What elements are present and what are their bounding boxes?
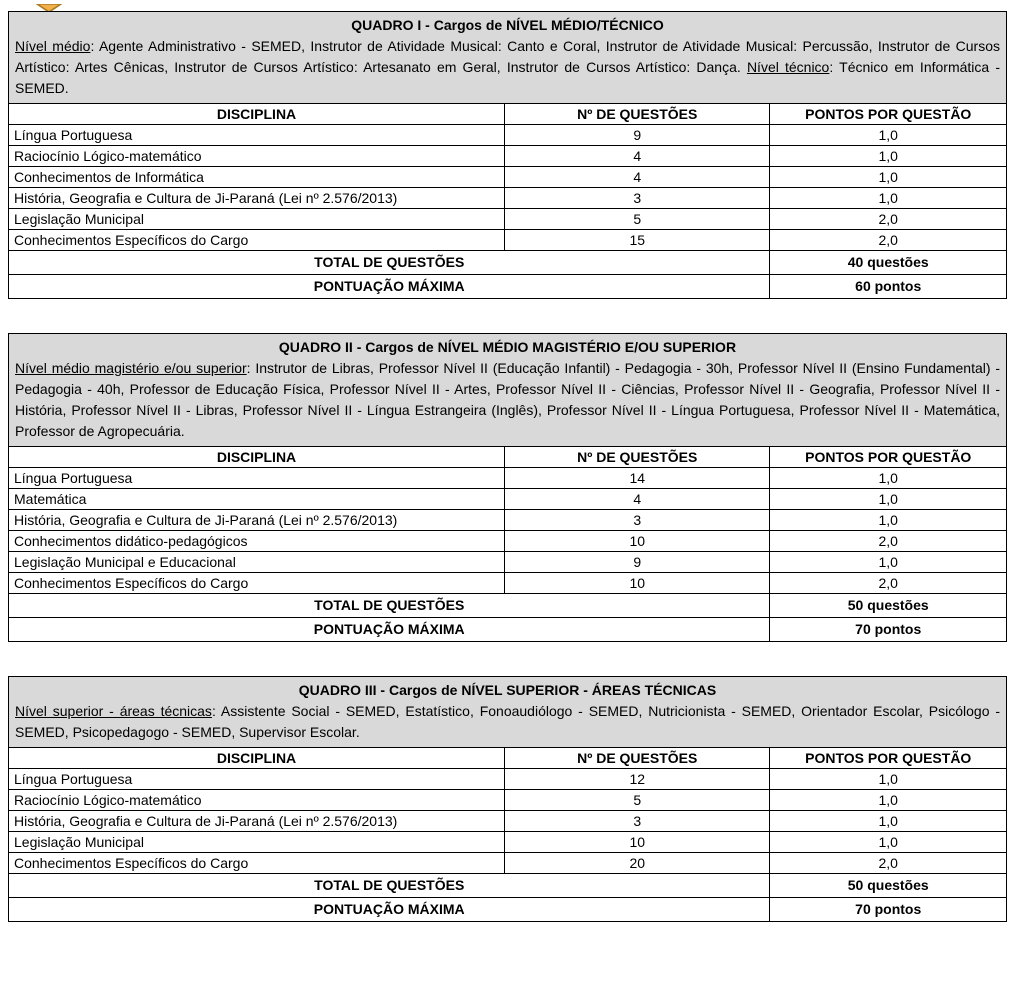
logo-bottom-tip-icon [36,0,62,9]
points-per-question-cell: 2,0 [770,531,1007,552]
questions-count-cell: 3 [505,188,770,209]
quadro-header-cell [9,334,1007,447]
description-underline: Nível médio [15,38,91,54]
quadro-header-cell [9,12,1007,104]
points-per-question-cell: 1,0 [770,552,1007,573]
discipline-cell: Língua Portuguesa [9,125,505,146]
subject-row [9,510,1007,531]
points-per-question-cell: 1,0 [770,468,1007,489]
discipline-cell: Legislação Municipal [9,832,505,853]
quadro-table [8,333,1007,642]
subject-row [9,230,1007,251]
discipline-cell: Raciocínio Lógico-matemático [9,790,505,811]
column-header-disciplina: DISCIPLINA [9,104,505,125]
description-text: : Agente Administrativo - SEMED, Instrutor de Atividade Musical: Canto e Coral, Instrutor de Atividade Musical: Percussão, Instrutor de Cursos Artístico: Artes Cênicas, Instrutor de Cursos Artístico: Artesanato em Geral, Instrutor de Cursos Artístico: Dança. [15,38,1000,75]
subject-row [9,188,1007,209]
discipline-cell: Conhecimentos Específicos do Cargo [9,573,505,594]
points-per-question-cell: 1,0 [770,125,1007,146]
total-value-cell: 50 questões [770,594,1007,618]
total-label-cell: TOTAL DE QUESTÕES [9,251,770,275]
discipline-cell: Raciocínio Lógico-matemático [9,146,505,167]
quadro-table [8,11,1007,299]
questions-count-cell: 10 [505,573,770,594]
column-header-pontos: PONTOS POR QUESTÃO [770,447,1007,468]
total-questions-row [9,594,1007,618]
discipline-cell: História, Geografia e Cultura de Ji-Paraná (Lei nº 2.576/2013) [9,811,505,832]
points-per-question-cell: 1,0 [770,146,1007,167]
description-underline: Nível médio magistério e/ou superior [15,360,247,376]
questions-count-cell: 5 [505,790,770,811]
points-per-question-cell: 2,0 [770,230,1007,251]
quadro-table [8,676,1007,922]
quadro-description [15,36,1000,99]
subject-row [9,552,1007,573]
quadro-title: QUADRO III - Cargos de NÍVEL SUPERIOR - ÁREAS TÉCNICAS [298,682,717,698]
subject-row [9,489,1007,510]
description-text: : Técnico em Informática - SEMED. [15,59,1000,96]
questions-count-cell: 10 [505,832,770,853]
points-per-question-cell: 1,0 [770,832,1007,853]
subject-row [9,853,1007,874]
quadro-description [15,701,1000,743]
subject-row [9,531,1007,552]
quadro-header-row [9,334,1007,447]
discipline-cell: Conhecimentos de Informática [9,167,505,188]
total-questions-row [9,874,1007,898]
column-header-questoes: Nº DE QUESTÕES [505,104,770,125]
questions-count-cell: 10 [505,531,770,552]
total-questions-row [9,251,1007,275]
discipline-cell: Conhecimentos didático-pedagógicos [9,531,505,552]
discipline-cell: Legislação Municipal [9,209,505,230]
points-per-question-cell: 2,0 [770,573,1007,594]
questions-count-cell: 20 [505,853,770,874]
discipline-cell: História, Geografia e Cultura de Ji-Paraná (Lei nº 2.576/2013) [9,510,505,531]
discipline-cell: Língua Portuguesa [9,769,505,790]
questions-count-cell: 4 [505,489,770,510]
questions-count-cell: 14 [505,468,770,489]
column-header-pontos: PONTOS POR QUESTÃO [770,748,1007,769]
total-label-cell: PONTUAÇÃO MÁXIMA [9,898,770,922]
subject-row [9,209,1007,230]
questions-count-cell: 4 [505,167,770,188]
total-label-cell: TOTAL DE QUESTÕES [9,594,770,618]
total-value-cell: 40 questões [770,251,1007,275]
discipline-cell: Língua Portuguesa [9,468,505,489]
total-value-cell: 60 pontos [770,275,1007,299]
quadro-description [15,358,1000,442]
subject-row [9,573,1007,594]
column-header-disciplina: DISCIPLINA [9,748,505,769]
column-header-pontos: PONTOS POR QUESTÃO [770,104,1007,125]
total-label-cell: PONTUAÇÃO MÁXIMA [9,618,770,642]
points-per-question-cell: 1,0 [770,790,1007,811]
total-value-cell: 70 pontos [770,898,1007,922]
column-header-disciplina: DISCIPLINA [9,447,505,468]
column-header-row [9,104,1007,125]
column-header-row [9,447,1007,468]
discipline-cell: História, Geografia e Cultura de Ji-Paraná (Lei nº 2.576/2013) [9,188,505,209]
column-header-questoes: Nº DE QUESTÕES [505,447,770,468]
quadro-header-row [9,677,1007,748]
discipline-cell: Matemática [9,489,505,510]
total-value-cell: 50 questões [770,874,1007,898]
questions-count-cell: 3 [505,811,770,832]
points-per-question-cell: 1,0 [770,489,1007,510]
description-text: : Assistente Social - SEMED, Estatístico, Fonoaudiólogo - SEMED, Nutricionista - SEMED, Orientador Escolar, Psicólogo - SEMED, Psicopedagogo - SEMED, Supervisor Escolar. [15,703,1001,740]
total-label-cell: PONTUAÇÃO MÁXIMA [9,275,770,299]
total-value-cell: 70 pontos [770,618,1007,642]
quadro-header-cell [9,677,1007,748]
points-per-question-cell: 2,0 [770,853,1007,874]
total-label-cell: TOTAL DE QUESTÕES [9,874,770,898]
description-underline: Nível técnico [746,59,830,75]
description-underline: Nível superior - áreas técnicas [15,703,212,719]
points-per-question-cell: 1,0 [770,811,1007,832]
points-per-question-cell: 2,0 [770,209,1007,230]
column-header-questoes: Nº DE QUESTÕES [505,748,770,769]
subject-row [9,790,1007,811]
questions-count-cell: 9 [505,552,770,573]
questions-count-cell: 12 [505,769,770,790]
max-score-row [9,618,1007,642]
questions-count-cell: 9 [505,125,770,146]
points-per-question-cell: 1,0 [770,510,1007,531]
discipline-cell: Conhecimentos Específicos do Cargo [9,853,505,874]
points-per-question-cell: 1,0 [770,188,1007,209]
quadro-title: QUADRO II - Cargos de NÍVEL MÉDIO MAGISTÉRIO E/OU SUPERIOR [278,339,737,355]
column-header-row [9,748,1007,769]
subject-row [9,769,1007,790]
quadro-header-row [9,12,1007,104]
quadro-title: QUADRO I - Cargos de NÍVEL MÉDIO/TÉCNICO [351,17,664,33]
max-score-row [9,898,1007,922]
description-text: : Instrutor de Libras, Professor Nível II (Educação Infantil) - Pedagogia - 30h, Professor Nível II (Ensino Fundamental) - Pedagogia - 40h, Professor de Educação Física, Professor Nível II - Artes, Professor Nível II - Ciências, Professor Nível II - Geografia, Professor Nível II - História, Professor Nível II - Libras, Professor Nível II - Língua Estrangeira (Inglês), Professor Nível II - Língua Portuguesa, Professor Nível II - Matemática, Professor de Agropecuária. [15,360,1000,439]
subject-row [9,125,1007,146]
questions-count-cell: 3 [505,510,770,531]
questions-count-cell: 15 [505,230,770,251]
max-score-row [9,275,1007,299]
points-per-question-cell: 1,0 [770,769,1007,790]
discipline-cell: Legislação Municipal e Educacional [9,552,505,573]
subject-row [9,811,1007,832]
subject-row [9,468,1007,489]
subject-row [9,167,1007,188]
subject-row [9,832,1007,853]
discipline-cell: Conhecimentos Específicos do Cargo [9,230,505,251]
quadros-container [8,11,1007,956]
questions-count-cell: 4 [505,146,770,167]
subject-row [9,146,1007,167]
questions-count-cell: 5 [505,209,770,230]
points-per-question-cell: 1,0 [770,167,1007,188]
